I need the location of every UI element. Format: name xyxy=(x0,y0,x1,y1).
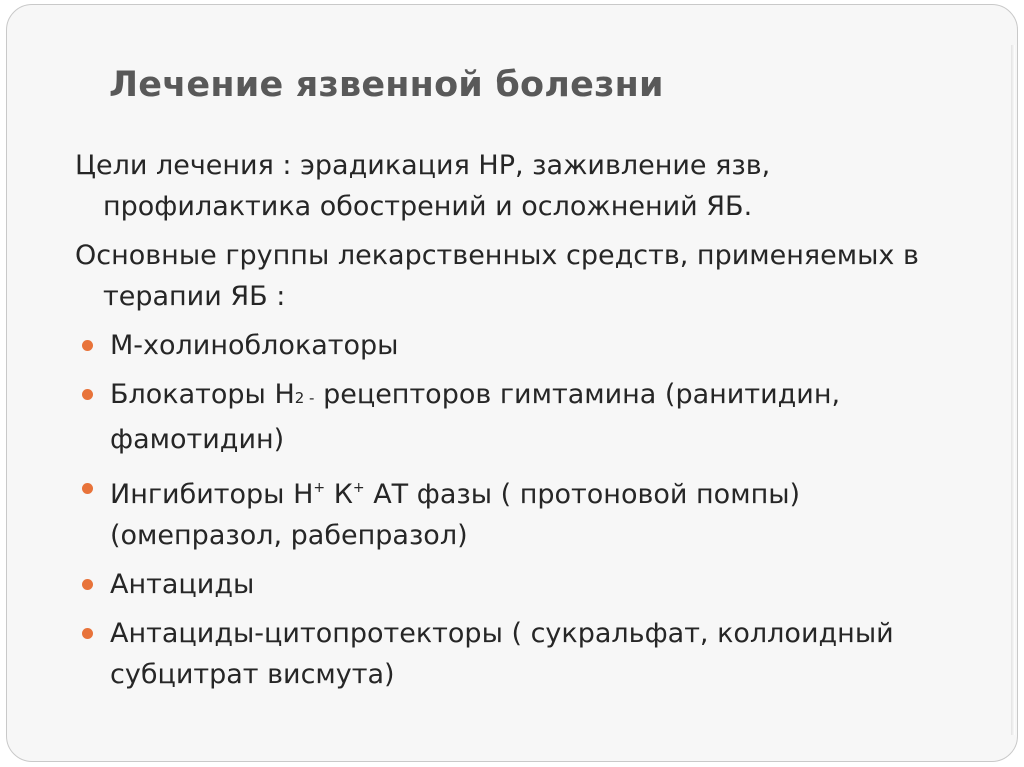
slide-body xyxy=(75,145,955,703)
list-item-text-start: Ингибиторы Н xyxy=(110,479,314,510)
list-item xyxy=(75,374,955,460)
bullet-dot-icon xyxy=(82,340,93,351)
list-item xyxy=(75,325,955,366)
list-item xyxy=(75,468,955,556)
list-item-text: Антациды-цитопротекторы ( сукральфат, коллоидный субцитрат висмута) xyxy=(110,618,894,690)
drug-groups-paragraph: Основные группы лекарственных средств, применяемых в терапии ЯБ : xyxy=(75,240,919,312)
goals-paragraph: Цели лечения : эрадикация НР, заживление язв, профилактика обострений и осложнений ЯБ. xyxy=(75,150,771,222)
slide-title: Лечение язвенной болезни xyxy=(109,65,664,105)
bullet-dot-icon xyxy=(82,628,93,639)
bullet-dot-icon xyxy=(82,579,93,590)
subscript-text: 2 - xyxy=(294,389,315,407)
bullet-dot-icon xyxy=(82,483,93,494)
superscript-text: + xyxy=(313,480,326,496)
slide-edge-shadow xyxy=(1011,45,1015,735)
list-item-text-start: Блокаторы Н xyxy=(110,379,295,410)
list-item xyxy=(75,613,955,695)
list-item-text: Антациды xyxy=(110,569,255,600)
list-item-text-middle: К xyxy=(325,479,353,510)
list-item-text-end: АТ фазы ( протоновой помпы) (омепразол, рабепразол) xyxy=(110,479,801,551)
list-item xyxy=(75,564,955,605)
list-item-text: М-холиноблокаторы xyxy=(110,330,399,361)
superscript-text: + xyxy=(352,480,365,496)
bullet-dot-icon xyxy=(82,389,93,400)
list-item-text-end: рецепторов гимтамина (ранитидин, фамотидин) xyxy=(110,379,841,455)
slide xyxy=(6,4,1018,762)
